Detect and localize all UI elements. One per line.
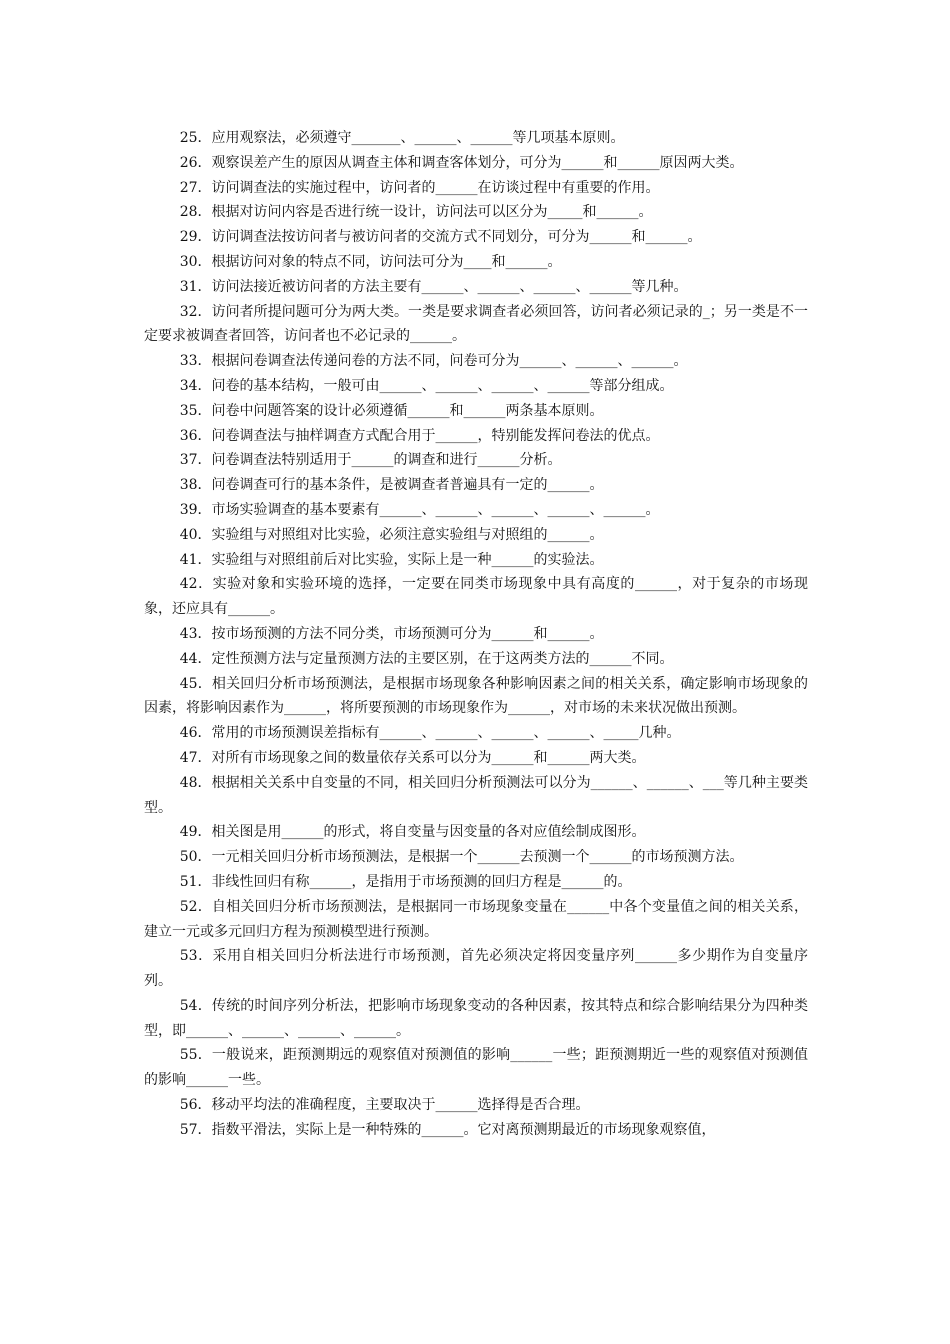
question-40: 40．实验组与对照组对比实验，必须注意实验组与对照组的______。 (179, 526, 604, 543)
question-38: 38．问卷调查可行的基本条件，是被调查者普遍具有一定的______。 (179, 477, 604, 494)
question-34: 34．问卷的基本结构，一般可由______、______、______、______等部分组成。 (179, 377, 674, 394)
question-28: 28．根据对访问内容是否进行统一设计，访问法可以区分为_____和______。 (179, 204, 653, 221)
question-54: 54．传统的时间序列分析法，把影响市场现象变动的各种因素，按其特点和综合影响结果分为四种类型，即______、______、______、______。 (144, 997, 808, 1039)
question-41: 41．实验组与对照组前后对比实验，实际上是一种______的实验法。 (179, 551, 604, 568)
question-43: 43．按市场预测的方法不同分类，市场预测可分为______和______。 (179, 625, 604, 642)
question-55: 55．一般说来，距预测期远的观察值对预测值的影响______一些；距预测期近一些的观察值对预测值的影响______一些。 (144, 1047, 808, 1089)
question-57: 57．指数平滑法，实际上是一种特殊的______。它对离预测期最近的市场现象观察值， (179, 1121, 716, 1138)
question-33: 33．根据问卷调查法传递问卷的方法不同，问卷可分为______、______、______。 (179, 353, 688, 370)
question-32: 32．访问者所提问题可分为两大类。一类是要求调查者必须回答，访问者必须记录的_；另一类是不一定要求被调查者回答，访问者也不必记录的______。 (144, 303, 808, 345)
question-45: 45．相关回归分析市场预测法，是根据市场现象各种影响因素之间的相关关系，确定影响市场现象的因素，将影响因素作为______，将所要预测的市场现象作为______，对市场的未来状况做出预测。 (144, 675, 808, 717)
question-39: 39．市场实验调查的基本要素有______、______、______、______、______。 (179, 501, 660, 518)
question-31: 31．访问法接近被访问者的方法主要有______、______、______、______等几种。 (179, 278, 688, 295)
question-37: 37．问卷调查法特别适用于______的调查和进行______分析。 (179, 452, 562, 469)
question-51: 51．非线性回归有称______，是指用于市场预测的回归方程是______的。 (179, 873, 632, 890)
question-42: 42．实验对象和实验环境的选择，一定要在同类市场现象中具有高度的______，对于复杂的市场现象，还应具有______。 (144, 576, 808, 618)
question-35: 35．问卷中问题答案的设计必须遵循______和______两条基本原则。 (179, 402, 604, 419)
question-26: 26．观察误差产生的原因从调查主体和调查客体划分，可分为______和______原因两大类。 (179, 154, 744, 171)
question-53: 53．采用自相关回归分析法进行市场预测，首先必须决定将因变量序列______多少期作为自变量序列。 (144, 948, 808, 990)
question-25: 25．应用观察法，必须遵守_______、______、______等几项基本原则。 (179, 130, 625, 146)
question-27: 27．访问调查法的实施过程中，访问者的______在访谈过程中有重要的作用。 (179, 179, 660, 196)
question-30: 30．根据访问对象的特点不同，访问法可分为____和______。 (179, 253, 562, 270)
question-49: 49．相关图是用______的形式，将自变量与因变量的各对应值绘制成图形。 (179, 824, 646, 841)
question-46: 46．常用的市场预测误差指标有______、______、______、______、_____几种。 (179, 725, 681, 742)
question-36: 36．问卷调查法与抽样调查方式配合用于______，特别能发挥问卷法的优点。 (179, 427, 660, 444)
question-56: 56．移动平均法的准确程度，主要取决于______选择得是否合理。 (179, 1097, 590, 1114)
question-list (144, 126, 808, 1143)
question-47: 47．对所有市场现象之间的数量依存关系可以分为______和______两大类。 (179, 749, 646, 766)
question-52: 52．自相关回归分析市场预测法，是根据同一市场现象变量在______中各个变量值之间的相关关系，建立一元或多元回归方程为预测模型进行预测。 (144, 898, 808, 940)
question-50: 50．一元相关回归分析市场预测法，是根据一个______去预测一个______的市场预测方法。 (179, 849, 744, 866)
question-44: 44．定性预测方法与定量预测方法的主要区别，在于这两类方法的______不同。 (179, 650, 674, 667)
question-29: 29．访问调查法按访问者与被访问者的交流方式不同划分，可分为______和______。 (179, 229, 702, 246)
question-48: 48．根据相关关系中自变量的不同，相关回归分析预测法可以分为______、______、___等几种主要类型。 (144, 774, 808, 816)
